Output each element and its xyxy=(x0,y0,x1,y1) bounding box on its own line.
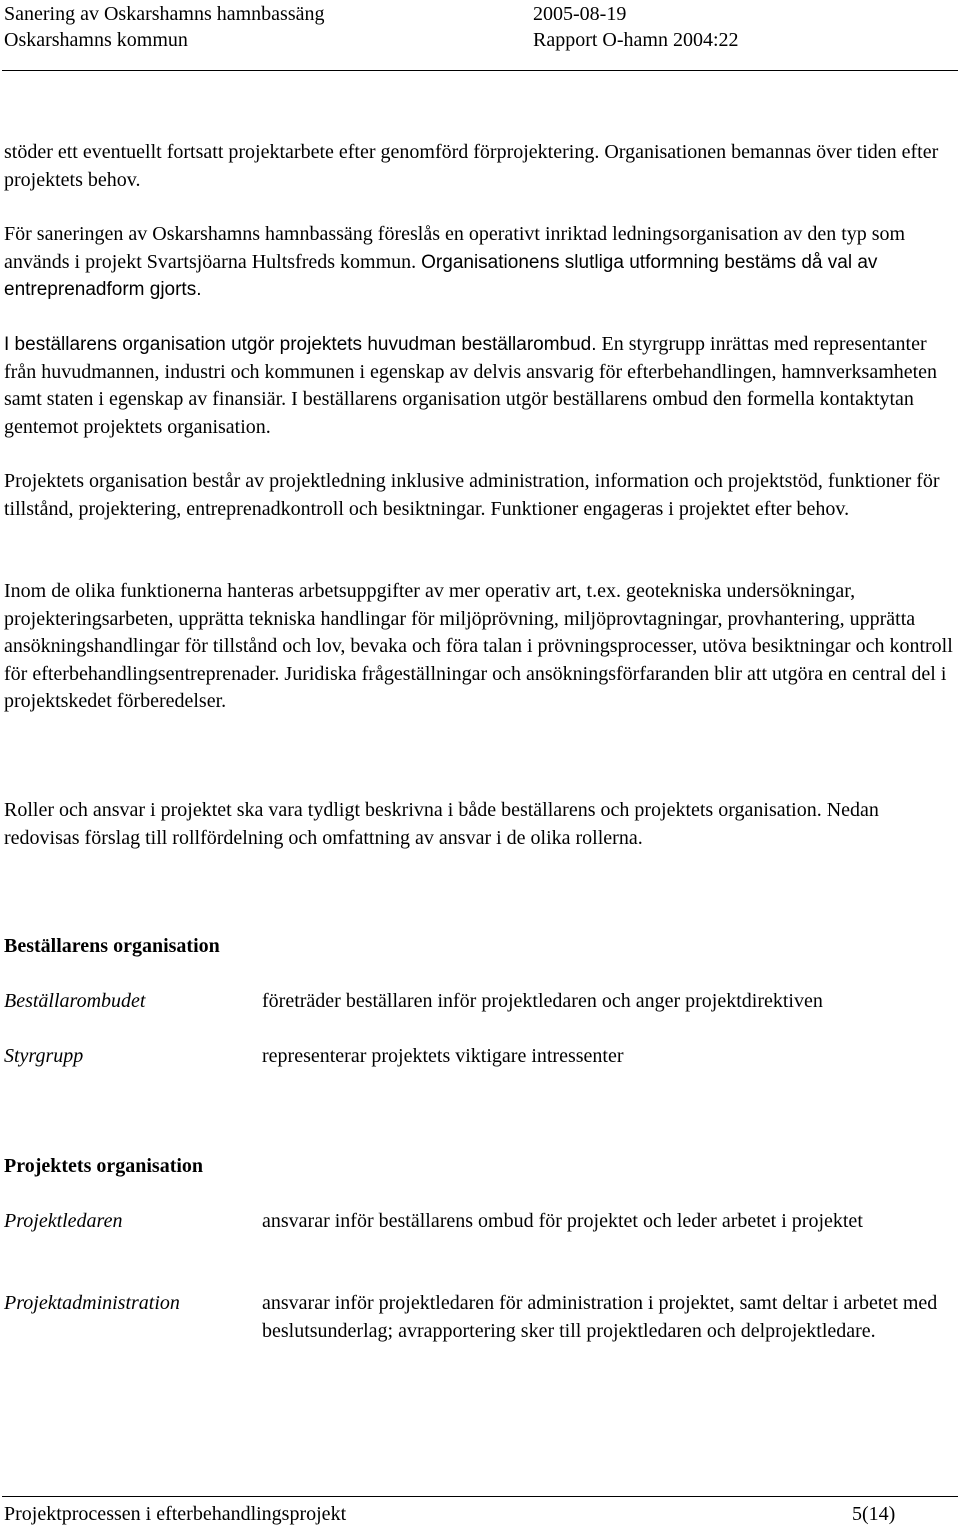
role-projektledaren: Projektledaren xyxy=(4,1210,123,1232)
footer-page-number: 5(14) xyxy=(852,1503,896,1525)
paragraph-4: Projektets organisation består av projektledning inklusive administration, information och projektstöd, funktioner för tillstånd, projektering, entreprenadkontroll och besiktningar. Funktioner engageras i projektet efter behov. xyxy=(4,470,940,520)
header-report: Rapport O-hamn 2004:22 xyxy=(533,29,739,51)
role-projektadministration: Projektadministration xyxy=(4,1292,180,1314)
role-projektledaren-description: ansvarar inför beställarens ombud för projektet och leder arbetet i projektet xyxy=(262,1210,863,1232)
paragraph-5: Inom de olika funktionerna hanteras arbetsuppgifter av mer operativ art, t.ex. geotekniska undersökningar, projekteringsarbeten, upprätta tekniska handlingar för miljöprövning, miljöprovtagningar, provhantering, upprätta ansökningshandlingar för tillstånd och lov, bevaka och föra talan i prövningsprocesser, utöva besiktningar och kontroll för efterbehandlingsentreprenader. Juridiska frågeställningar och ansökningsförfaranden blir att utgöra en central del i projektskedet förberedelser. xyxy=(4,580,953,712)
header-divider xyxy=(2,70,958,71)
paragraph-6: Roller och ansvar i projektet ska vara tydligt beskrivna i både beställarens och projektets organisation. Nedan redovisas förslag till rollfördelning och omfattning av ansvar i de olika rollerna. xyxy=(4,799,879,849)
header-org: Oskarshamns kommun xyxy=(4,29,188,51)
heading-bestallarens-organisation: Beställarens organisation xyxy=(4,935,220,957)
role-styrgrupp: Styrgrupp xyxy=(4,1045,84,1067)
role-projektadministration-description: ansvarar inför projektledaren för administration i projektet, samt deltar i arbetet med beslutsunderlag; avrapportering sker till projektledaren och delprojektledare. xyxy=(262,1292,938,1342)
paragraph-3 xyxy=(4,331,956,441)
heading-projektets-organisation: Projektets organisation xyxy=(4,1155,204,1177)
role-bestallarombudet: Beställarombudet xyxy=(4,990,146,1012)
paragraph-1: stöder ett eventuellt fortsatt projektarbete efter genomförd förprojektering. Organisationen bemannas över tiden efter projektets behov. xyxy=(4,141,939,191)
role-bestallarombudet-description: företräder beställaren inför projektledaren och anger projektdirektiven xyxy=(262,990,823,1012)
paragraph-2-part-b: Organisationens slutliga utformning bestäms då val av entreprenadform gjorts. xyxy=(4,251,878,300)
paragraph-2 xyxy=(4,221,956,304)
paragraph-2-part-a: För saneringen av Oskarshamns hamnbassäng föreslås en operativt inriktad ledningsorganisation av den typ som används i projekt Svartsjöarna Hultsfreds kommun. xyxy=(4,223,906,273)
footer-divider xyxy=(2,1496,958,1497)
role-styrgrupp-description: representerar projektets viktigare intressenter xyxy=(262,1045,624,1067)
header-date: 2005-08-19 xyxy=(533,3,627,25)
paragraph-3-part-b: En styrgrupp inrättas med representanter från huvudmannen, industri och kommunen i egenskap av delvis ansvarig för efterbehandlingen, hamnverksamheten samt staten i egenskap av finansiär. I beställarens organisation utgör beställarens ombud den formella kontaktytan gentemot projektets organisation. xyxy=(4,333,938,438)
header-title: Sanering av Oskarshamns hamnbassäng xyxy=(4,3,325,25)
paragraph-3-part-a: I beställarens organisation utgör projektets huvudman beställarombud. xyxy=(4,334,597,355)
footer-title: Projektprocessen i efterbehandlingsprojekt xyxy=(4,1503,347,1525)
